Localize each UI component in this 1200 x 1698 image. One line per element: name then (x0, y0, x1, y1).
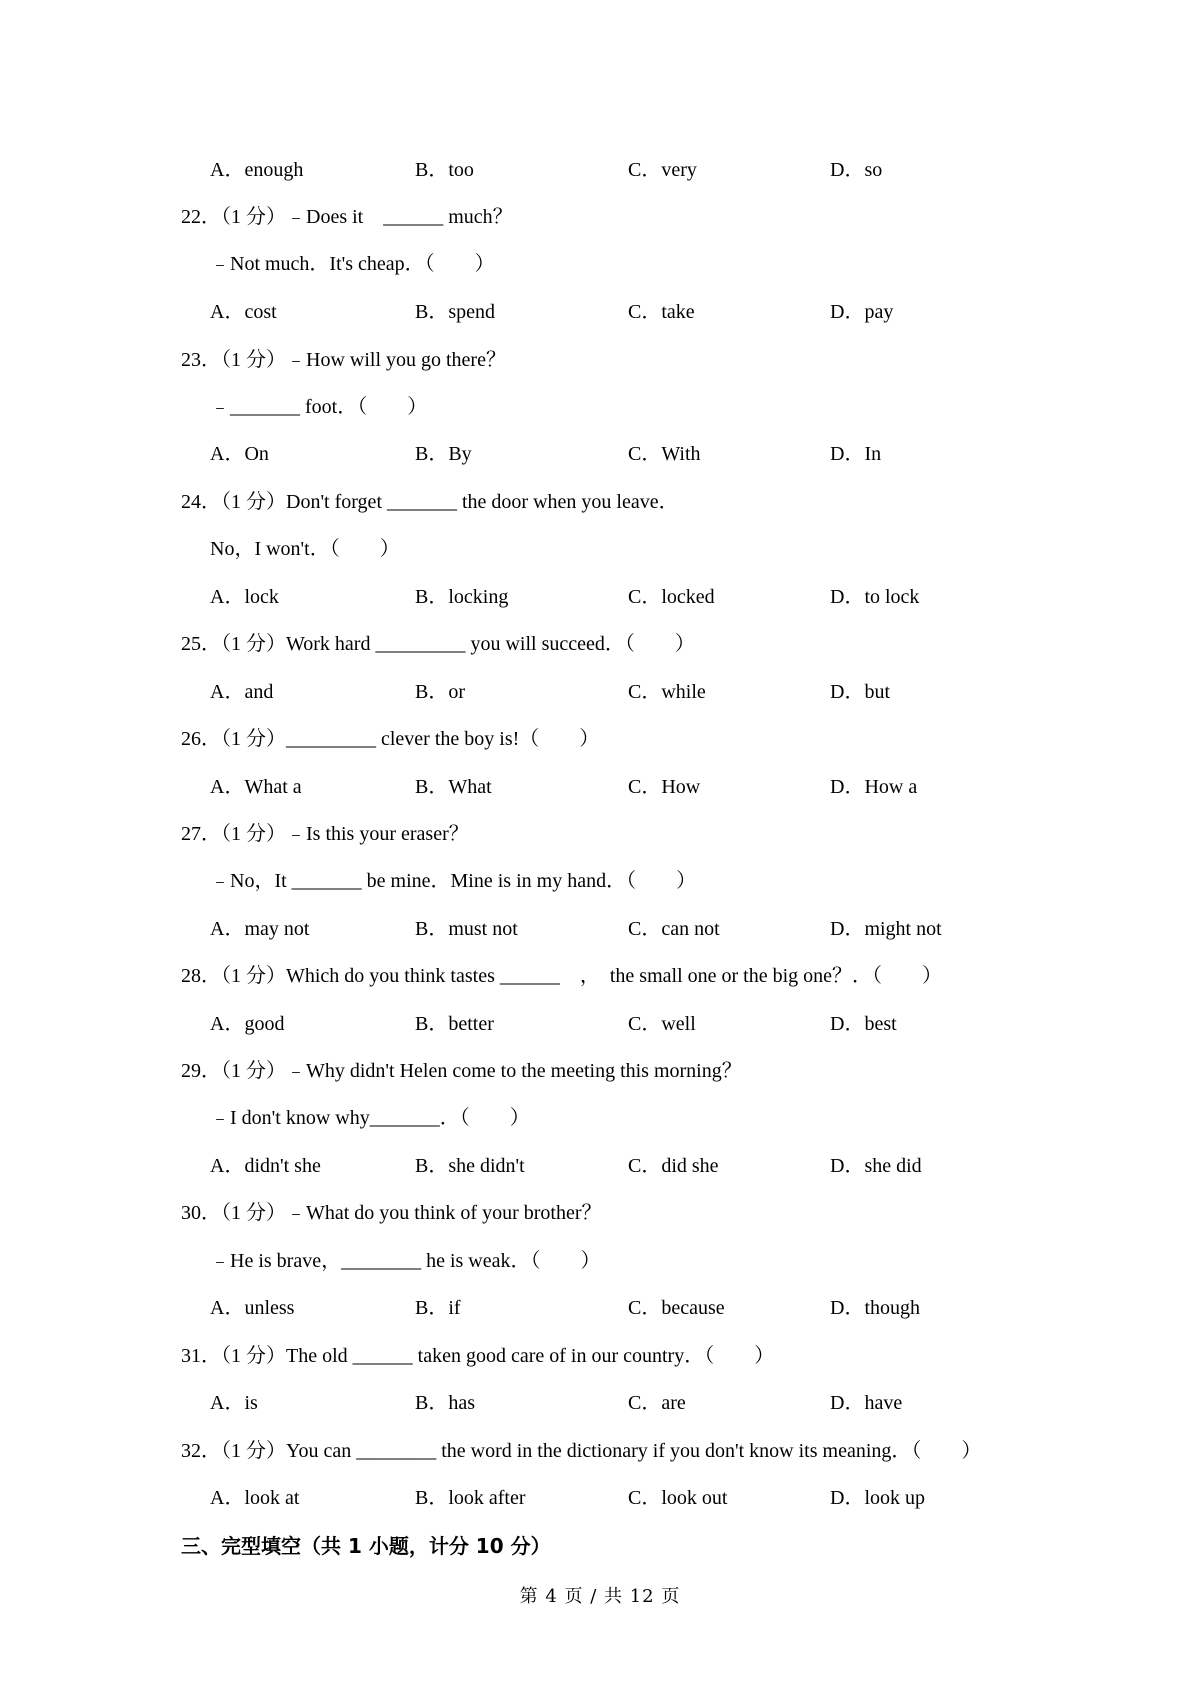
option-d: D．In (830, 443, 882, 465)
option-c: C．With (628, 443, 701, 465)
question-line: ﹣I don't know why_______．（ ） (210, 1107, 530, 1129)
option-b: B．if (415, 1297, 461, 1319)
option-a: A．good (210, 1013, 285, 1035)
option-b: B．better (415, 1013, 494, 1035)
option-b: B．must not (415, 918, 518, 940)
option-b: B．too (415, 159, 474, 181)
question-stem: 28．（1 分）Which do you think tastes ______ ， the small one or the big one？．（ ） (181, 965, 943, 987)
option-a: A．On (210, 443, 269, 465)
question-line: ﹣Not much．It's cheap．（ ） (210, 253, 495, 275)
option-d: D．have (830, 1392, 903, 1414)
question-line: ﹣_______ foot．（ ） (210, 396, 428, 418)
question-line: No，I won't．（ ） (210, 538, 400, 560)
option-d: D．best (830, 1013, 897, 1035)
option-d: D．look up (830, 1487, 925, 1509)
option-b: B．has (415, 1392, 475, 1414)
option-b: B．What (415, 776, 492, 798)
option-a: A．lock (210, 586, 279, 608)
option-a: A．unless (210, 1297, 295, 1319)
question-stem: 31．（1 分）The old ______ taken good care of in our country．（ ） (181, 1345, 775, 1367)
question-line: ﹣No，It _______ be mine．Mine is in my hand．（ ） (210, 870, 697, 892)
question-stem: 32．（1 分）You can ________ the word in the dictionary if you don't know its meaning．（ ） (181, 1440, 982, 1462)
option-a: A．is (210, 1392, 258, 1414)
option-b: B．By (415, 443, 472, 465)
option-d: D．but (830, 681, 890, 703)
question-stem: 23．（1 分）﹣How will you go there？ (181, 349, 506, 371)
option-a: A．didn't she (210, 1155, 321, 1177)
option-d: D．though (830, 1297, 920, 1319)
option-a: A．and (210, 681, 274, 703)
option-a: A．look at (210, 1487, 300, 1509)
option-c: C．locked (628, 586, 715, 608)
option-c: C．take (628, 301, 695, 323)
question-stem: 22．（1 分）﹣Does it ______ much？ (181, 206, 513, 228)
section-heading: 三、完型填空（共 1 小题，计分 10 分） (181, 1534, 551, 1558)
option-d: D．How a (830, 776, 918, 798)
option-d: D．so (830, 159, 883, 181)
option-b: B．look after (415, 1487, 526, 1509)
option-c: C．did she (628, 1155, 719, 1177)
option-b: B．or (415, 681, 465, 703)
question-line: ﹣He is brave，________ he is weak．（ ） (210, 1250, 601, 1272)
option-c: C．How (628, 776, 701, 798)
question-stem: 27．（1 分）﹣Is this your eraser？ (181, 823, 469, 845)
option-a: A．may not (210, 918, 310, 940)
option-b: B．she didn't (415, 1155, 525, 1177)
option-a: A．cost (210, 301, 277, 323)
option-d: D．to lock (830, 586, 920, 608)
option-c: C．while (628, 681, 706, 703)
page-number-footer: 第 4 页 / 共 12 页 (519, 1586, 681, 1607)
question-stem: 29．（1 分）﹣Why didn't Helen come to the meeting this morning？ (181, 1060, 742, 1082)
option-b: B．spend (415, 301, 495, 323)
option-a: A．enough (210, 159, 304, 181)
option-d: D．might not (830, 918, 942, 940)
option-c: C．because (628, 1297, 725, 1319)
option-c: C．are (628, 1392, 686, 1414)
option-c: C．very (628, 159, 697, 181)
option-c: C．well (628, 1013, 696, 1035)
option-d: D．she did (830, 1155, 922, 1177)
option-a: A．What a (210, 776, 302, 798)
question-stem: 30．（1 分）﹣What do you think of your brother？ (181, 1202, 602, 1224)
option-c: C．can not (628, 918, 720, 940)
question-stem: 24．（1 分）Don't forget _______ the door when you leave． (181, 491, 679, 513)
option-c: C．look out (628, 1487, 728, 1509)
option-d: D．pay (830, 301, 894, 323)
question-stem: 26．（1 分）_________ clever the boy is!（ ） (181, 728, 600, 750)
question-stem: 25．（1 分）Work hard _________ you will succeed．（ ） (181, 633, 695, 655)
option-b: B．locking (415, 586, 509, 608)
